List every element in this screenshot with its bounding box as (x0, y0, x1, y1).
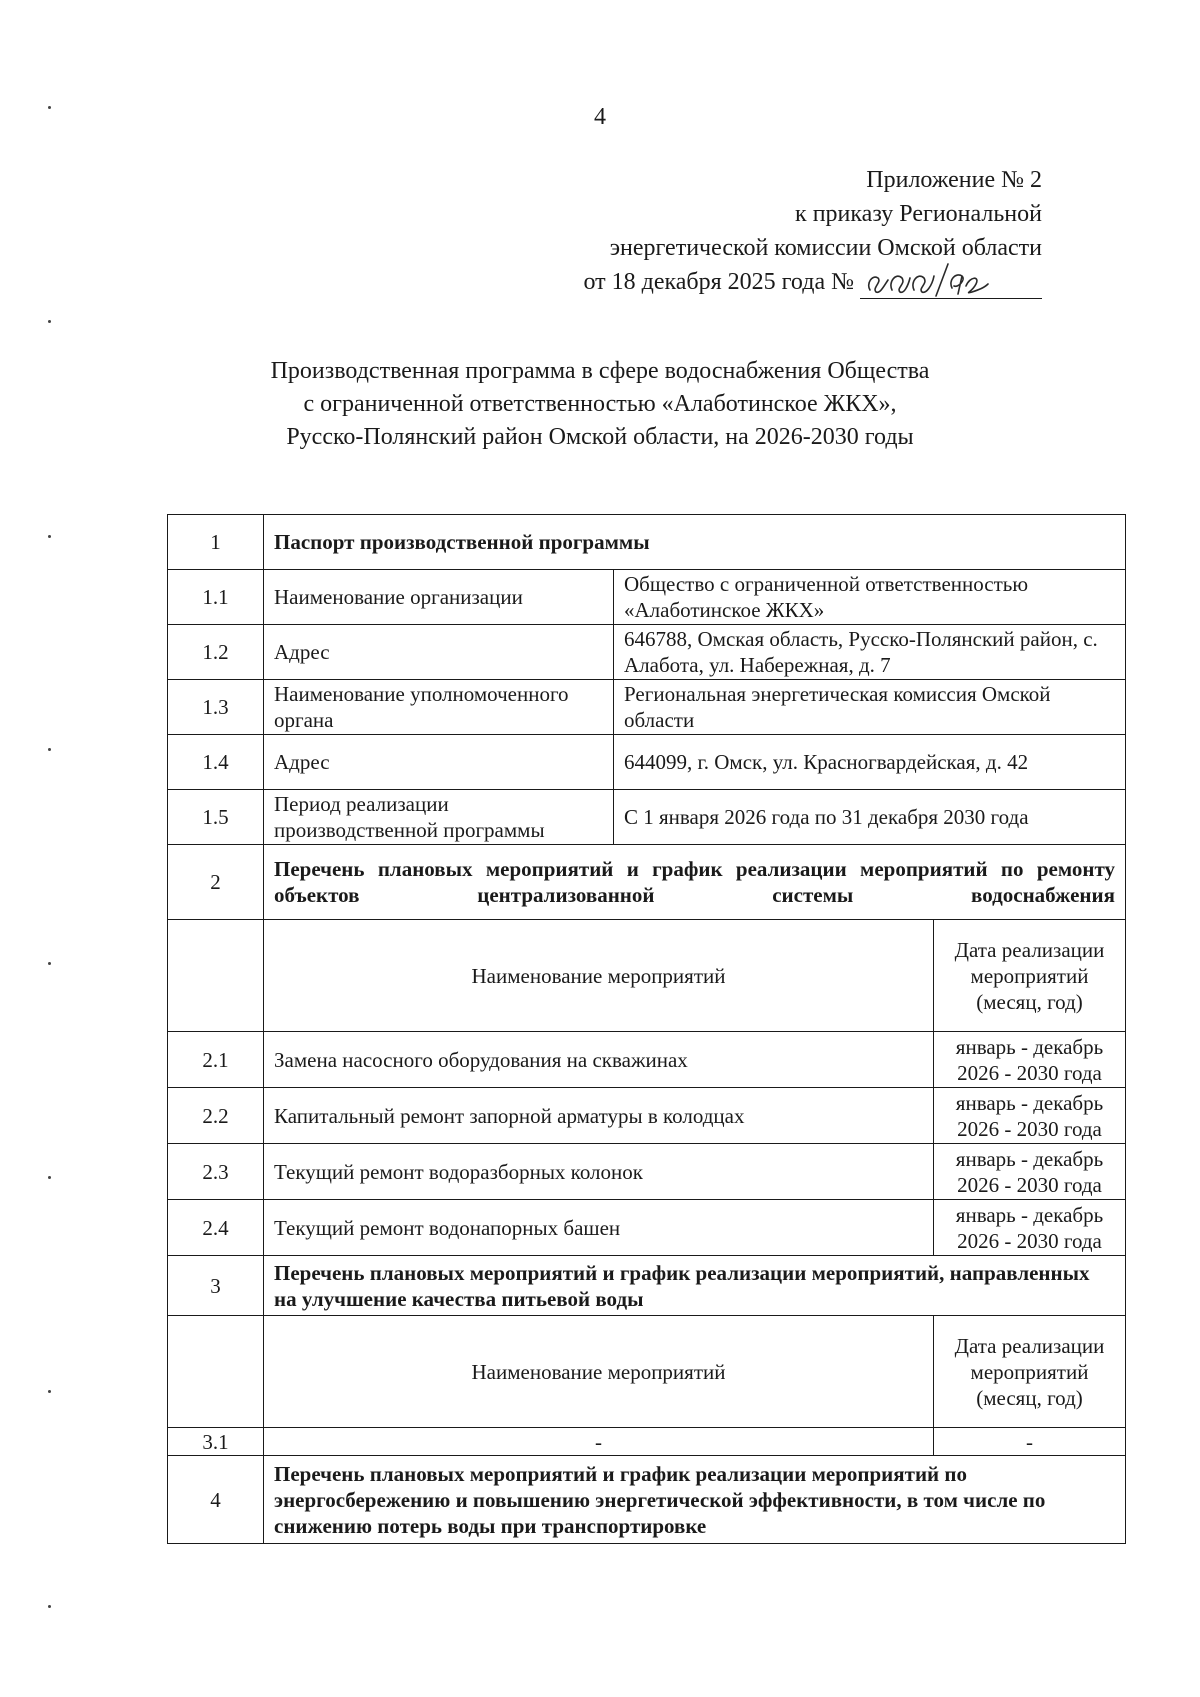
section-4-number: 4 (168, 1456, 264, 1544)
row-date (934, 1144, 1126, 1200)
row-date-line-1: январь - декабрь (955, 1146, 1104, 1171)
table-row (168, 790, 1126, 845)
margin-mark (48, 1176, 51, 1179)
column-header-date: Дата реализации мероприятий (месяц, год) (934, 1316, 1126, 1428)
appendix-line-2: к приказу Региональной (795, 201, 1042, 227)
table-row (168, 680, 1126, 735)
empty-cell (168, 1316, 264, 1428)
row-value: С 1 января 2026 года по 31 декабря 2030 года (614, 790, 1126, 845)
program-table (167, 514, 1126, 1544)
order-date: от 18 декабря 2025 года № (583, 269, 854, 295)
row-date (934, 1088, 1126, 1144)
row-name: - (264, 1428, 934, 1456)
row-date-line-1: январь - декабрь (955, 1202, 1104, 1227)
section-2-heading: Перечень плановых мероприятий и график реализации мероприятий по ремонту объектов централизованной системы водоснабжения (264, 845, 1126, 920)
row-number: 2.1 (168, 1032, 264, 1088)
section-2-number: 2 (168, 845, 264, 920)
row-date (934, 1032, 1126, 1088)
column-header-name: Наименование мероприятий (264, 920, 934, 1032)
column-header-date: Дата реализации мероприятий (месяц, год) (934, 920, 1126, 1032)
title-line-2: с ограниченной ответственностью «Алаботинское ЖКХ», (303, 391, 897, 417)
row-number: 3.1 (168, 1428, 264, 1456)
empty-cell (168, 920, 264, 1032)
appendix-header (583, 163, 1042, 299)
table-row (168, 1200, 1126, 1256)
row-date: - (934, 1428, 1126, 1456)
margin-mark (48, 748, 51, 751)
order-number-field (860, 270, 1042, 299)
document-title (0, 355, 1200, 454)
margin-mark (48, 535, 51, 538)
margin-mark (48, 320, 51, 323)
row-name: Текущий ремонт водонапорных башен (264, 1200, 934, 1256)
margin-mark (48, 106, 51, 109)
row-label: Период реализации производственной программы (264, 790, 614, 845)
row-label: Адрес (264, 735, 614, 790)
row-date-line-2: 2026 - 2030 года (957, 1228, 1102, 1253)
section-1-row (168, 515, 1126, 570)
row-number: 1.3 (168, 680, 264, 735)
row-number: 1.4 (168, 735, 264, 790)
section-1-number: 1 (168, 515, 264, 570)
title-line-1: Производственная программа в сфере водоснабжения Общества (270, 358, 930, 384)
table-row (168, 1428, 1126, 1456)
row-name: Замена насосного оборудования на скважинах (264, 1032, 934, 1088)
row-date-line-2: 2026 - 2030 года (957, 1116, 1102, 1141)
table-row (168, 570, 1126, 625)
row-value: Общество с ограниченной ответственностью «Алаботинское ЖКХ» (614, 570, 1126, 625)
table-row (168, 625, 1126, 680)
row-date-line-1: январь - декабрь (955, 1090, 1104, 1115)
row-label: Адрес (264, 625, 614, 680)
section-4-heading: Перечень плановых мероприятий и график реализации мероприятий по энергосбережению и повышению энергетической эффективности, в том числе по снижению потерь воды при транспортировке (264, 1456, 1126, 1544)
margin-mark (48, 1390, 51, 1393)
row-date-line-2: 2026 - 2030 года (957, 1060, 1102, 1085)
section-2-column-header (168, 920, 1126, 1032)
row-value: Региональная энергетическая комиссия Омской области (614, 680, 1126, 735)
row-date (934, 1200, 1126, 1256)
appendix-line-3: энергетической комиссии Омской области (609, 235, 1042, 261)
row-name: Текущий ремонт водоразборных колонок (264, 1144, 934, 1200)
row-number: 1.1 (168, 570, 264, 625)
row-number: 1.5 (168, 790, 264, 845)
row-number: 1.2 (168, 625, 264, 680)
margin-mark (48, 1605, 51, 1608)
order-number-handwritten (862, 260, 990, 298)
table-row (168, 735, 1126, 790)
column-header-name: Наименование мероприятий (264, 1316, 934, 1428)
page-number: 4 (594, 104, 606, 130)
section-3-heading: Перечень плановых мероприятий и график реализации мероприятий, направленных на улучшение качества питьевой воды (264, 1256, 1126, 1316)
row-name: Капитальный ремонт запорной арматуры в колодцах (264, 1088, 934, 1144)
table-row (168, 1032, 1126, 1088)
section-2-row (168, 845, 1126, 920)
row-label: Наименование организации (264, 570, 614, 625)
section-3-column-header (168, 1316, 1126, 1428)
appendix-line-1: Приложение № 2 (866, 167, 1042, 193)
section-1-heading: Паспорт производственной программы (264, 515, 1126, 570)
section-3-row (168, 1256, 1126, 1316)
row-value: 644099, г. Омск, ул. Красногвардейская, д. 42 (614, 735, 1126, 790)
row-number: 2.2 (168, 1088, 264, 1144)
table-row (168, 1144, 1126, 1200)
table-row (168, 1088, 1126, 1144)
row-label: Наименование уполномоченного органа (264, 680, 614, 735)
section-3-number: 3 (168, 1256, 264, 1316)
appendix-line-4 (583, 265, 1042, 299)
row-date-line-2: 2026 - 2030 года (957, 1172, 1102, 1197)
row-number: 2.4 (168, 1200, 264, 1256)
margin-mark (48, 962, 51, 965)
section-4-row (168, 1456, 1126, 1544)
title-line-3: Русско-Полянский район Омской области, на 2026-2030 годы (286, 424, 914, 450)
row-date-line-1: январь - декабрь (955, 1034, 1104, 1059)
row-number: 2.3 (168, 1144, 264, 1200)
row-value: 646788, Омская область, Русско-Полянский район, с. Алабота, ул. Набережная, д. 7 (614, 625, 1126, 680)
